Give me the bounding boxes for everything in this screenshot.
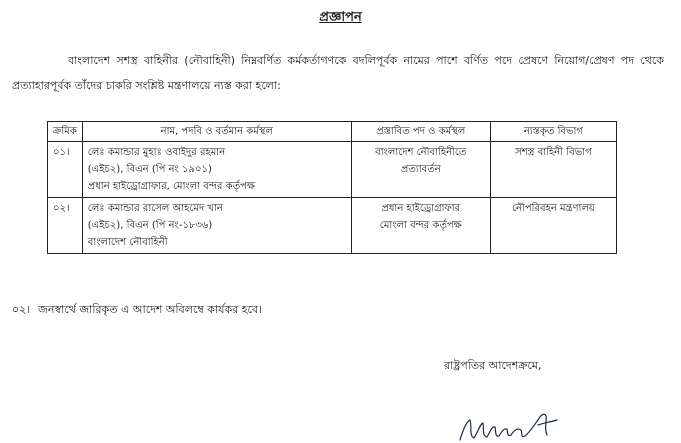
name-line: (এইচ২), বিএন (পি নং ১৯০১) — [87, 164, 212, 175]
paragraph-two — [12, 301, 262, 320]
proposed-line: মোংলা বন্দর কর্তৃপক্ষ — [379, 220, 462, 231]
header-assigned: ন্যস্তকৃত বিভাগ — [490, 122, 616, 142]
table-header-row — [48, 122, 617, 142]
table-row — [48, 142, 617, 198]
row-assigned: নৌপরিবহন মন্ত্রণালয় — [490, 198, 616, 254]
paragraph-number: ০২। — [12, 303, 31, 316]
proposed-line: প্রধান হাইড্রোগ্রাফার — [381, 203, 461, 214]
table-row — [48, 198, 617, 254]
proposed-line: বাংলাদেশ নৌবাহিনীতে — [375, 147, 467, 158]
name-line: বাংলাদেশ নৌবাহিনী — [87, 237, 168, 248]
row-name — [82, 142, 351, 198]
row-proposed — [351, 142, 490, 198]
row-serial: ০২। — [48, 198, 83, 254]
signature-icon — [454, 396, 564, 443]
header-proposed: প্রস্তাবিত পদ ও কর্মস্থল — [351, 122, 490, 142]
name-line: প্রধান হাইড্রোগ্রাফার, মোংলা বন্দর কর্তৃপক্ষ — [87, 181, 255, 192]
name-line: (এইচ২), বিএন (পি নং-১৮৩৬) — [87, 220, 213, 231]
name-line: লেঃ কমান্ডার রাসেল আহমেদ খান — [87, 203, 223, 214]
row-name — [82, 198, 351, 254]
header-serial: ক্রমিক — [48, 122, 83, 142]
intro-paragraph: বাংলাদেশ সশস্ত্র বাহিনীর (নৌবাহিনী) নিম্নবর্ণিত কর্মকর্তাগণকে বদলিপূর্বক নামের পাশে বর্ণিত পদে প্রেষণে নিয়োগ/প্রেষণ পদ থেকে প্রত্যাহারপূর্বক তাঁদের চাকরি সংশ্লিষ্ট মন্ত্রণালয়ে ন্যস্ত করা হলো: — [12, 54, 664, 92]
officer-table — [47, 121, 617, 254]
paragraph-text: জনস্বার্থে জারিকৃত এ আদেশ অবিলম্বে কার্যকর হবে। — [38, 303, 263, 316]
row-proposed — [351, 198, 490, 254]
page-title: প্রজ্ঞাপন — [319, 10, 362, 25]
proposed-line: প্রত্যাবর্তন — [400, 164, 441, 175]
header-name: নাম, পদবি ও বর্তমান কর্মস্থল — [82, 122, 351, 142]
row-serial: ০১। — [48, 142, 83, 198]
closing-line: রাষ্ট্রপতির আদেশক্রমে, — [444, 359, 542, 372]
name-line: লেঃ কমান্ডার মুহাঃ ওবাইদুর রহমান — [87, 147, 226, 158]
row-assigned: সশস্ত্র বাহিনী বিভাগ — [490, 142, 616, 198]
